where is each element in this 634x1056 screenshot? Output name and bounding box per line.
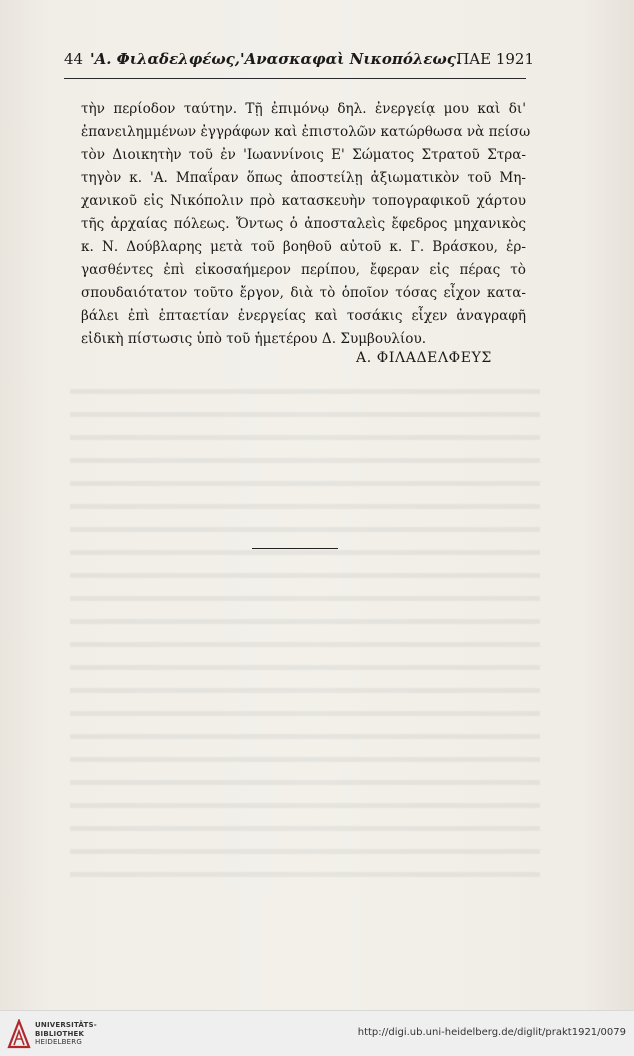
text-line: κ. Ν. Δούβλαρης μετὰ τοῦ βοηθοῦ αὐτοῦ κ. Γ. Βράσκου, ἐρ- <box>81 239 526 255</box>
bleed-through-texture <box>70 375 540 895</box>
text-line: τῆς ἀρχαίας πόλεως. Ὄντως ὁ ἀποσταλεὶς ἔφεδρος μηχανικὸς <box>81 216 526 232</box>
footer-bar <box>0 1010 634 1056</box>
library-name-line: HEIDELBERG <box>35 1038 82 1046</box>
text-line: τὴν περίοδον ταύτην. Τῇ ἐπιμόνῳ δηλ. ἐνεργείᾳ μου καὶ δι' <box>81 101 526 117</box>
text-line: εἰδικὴ πίστωσις ὑπὸ τοῦ ἡμετέρου Δ. Συμβουλίου. <box>81 331 427 347</box>
text-line: γασθέντες ἐπὶ εἰκοσαήμερον περίπου, ἔφεραν εἰς πέρας τὸ <box>81 262 526 278</box>
running-title: 'Α. Φιλαδελφέως,'Ανασκαφαὶ Νικοπόλεως. <box>90 50 462 68</box>
page-number: 44 <box>64 50 84 68</box>
journal-label: ΠΑΕ 1921 <box>456 50 534 68</box>
text-line: τηγὸν κ. 'Α. Μπαΐραν ὅπως ἀποστείλῃ ἀξιωματικὸν τοῦ Μη- <box>81 170 526 186</box>
source-url-link[interactable]: http://digi.ub.uni-heidelberg.de/diglit/prakt1921/0079 <box>357 1027 626 1038</box>
text-line: χανικοῦ εἰς Νικόπολιν πρὸ κατασκευὴν τοπογραφικοῦ χάρτου <box>81 193 526 209</box>
running-head <box>64 50 534 74</box>
body-paragraph <box>81 98 531 351</box>
header-rule <box>64 78 526 79</box>
text-line: τὸν Διοικητὴν τοῦ ἐν 'Ιωαννίνοις Ε' Σώματος Στρατοῦ Στρα- <box>81 147 526 163</box>
library-name <box>35 1021 97 1047</box>
university-seal-icon <box>6 1019 32 1049</box>
author-signature: Α. ΦΙΛΑΔΕΛΦΕΥΣ <box>356 350 492 366</box>
text-line: σπουδαιότατον τοῦτο ἔργον, διὰ τὸ ὁποῖον τόσας εἶχον κατα- <box>81 285 526 301</box>
section-separator <box>252 548 338 549</box>
text-line: ἐπανειλημμένων ἐγγράφων καὶ ἐπιστολῶν κατώρθωσα νὰ πείσω <box>81 124 531 140</box>
library-name-line: BIBLIOTHEK <box>35 1029 85 1038</box>
text-line: βάλει ἐπὶ ἑπταετίαν ἐνεργείας καὶ τοσάκις εἶχεν ἀναγραφῆ <box>81 308 526 324</box>
library-name-line: UNIVERSITÄTS- <box>35 1021 97 1029</box>
